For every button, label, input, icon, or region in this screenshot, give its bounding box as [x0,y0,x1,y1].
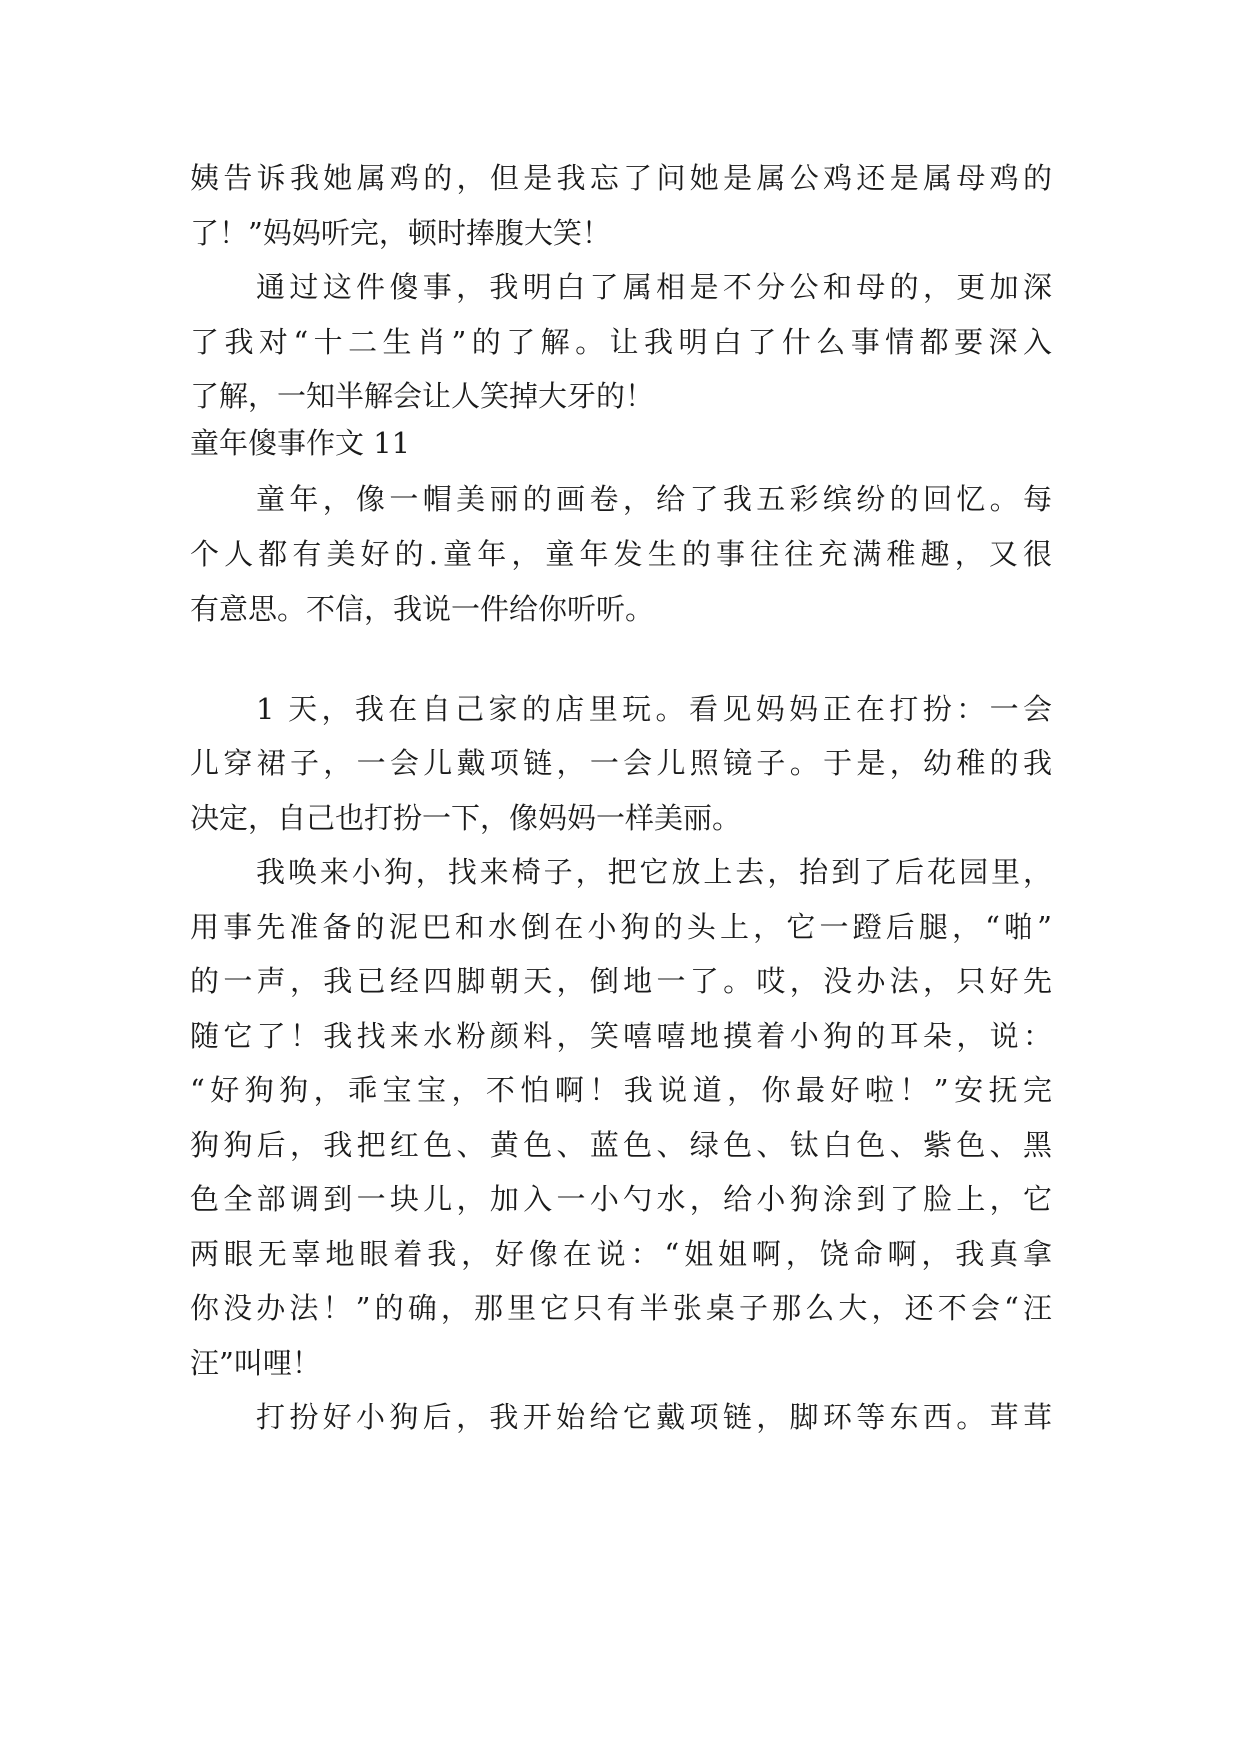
paragraph-line: 童年，像一帽美丽的画卷，给了我五彩缤纷的回忆。每 [256,482,1052,516]
paragraph-line: 1 天，我在自己家的店里玩。看见妈妈正在打扮：一会 [256,692,1052,726]
paragraph-line: 个人都有美好的.童年，童年发生的事往往充满稚趣，又很 [190,537,1052,571]
paragraph-line: 决定，自己也打扮一下，像妈妈一样美丽。 [190,801,742,835]
paragraph-line: 狗狗后，我把红色、黄色、蓝色、绿色、钛白色、紫色、黑 [190,1128,1052,1162]
paragraph-line: 你没办法！”的确，那里它只有半张桌子那么大，还不会“汪 [190,1291,1052,1325]
paragraph-line: 两眼无辜地眼着我，好像在说：“姐姐啊，饶命啊，我真拿 [190,1237,1052,1271]
paragraph-line: 随它了！我找来水粉颜料，笑嘻嘻地摸着小狗的耳朵，说： [190,1019,1052,1053]
paragraph-line: 色全部调到一块儿，加入一小勺水，给小狗涂到了脸上，它 [190,1182,1052,1216]
paragraph-line: 了我对“十二生肖”的了解。让我明白了什么事情都要深入 [190,325,1052,359]
paragraph-line: 我唤来小狗，找来椅子，把它放上去，抬到了后花园里， [256,855,1052,889]
paragraph-line: 打扮好小狗后，我开始给它戴项链，脚环等东西。茸茸 [256,1400,1052,1434]
section-heading: 童年傻事作文 11 [190,426,411,460]
paragraph-line: 姨告诉我她属鸡的，但是我忘了问她是属公鸡还是属母鸡的 [190,161,1052,195]
paragraph-line: “好狗狗，乖宝宝，不怕啊！我说道，你最好啦！”安抚完 [190,1073,1052,1107]
paragraph-line: 汪”叫哩！ [190,1346,321,1380]
paragraph-line: 用事先准备的泥巴和水倒在小狗的头上，它一蹬后腿，“啪” [190,910,1052,944]
paragraph-line: 了解，一知半解会让人笑掉大牙的！ [190,379,655,413]
paragraph-line: 的一声，我已经四脚朝天，倒地一了。哎，没办法，只好先 [190,964,1052,998]
paragraph-line: 了！”妈妈听完，顿时捧腹大笑！ [190,216,611,250]
paragraph-line: 有意思。不信，我说一件给你听听。 [190,592,655,626]
paragraph-line: 通过这件傻事，我明白了属相是不分公和母的，更加深 [256,270,1052,304]
paragraph-line: 儿穿裙子，一会儿戴项链，一会儿照镜子。于是，幼稚的我 [190,746,1052,780]
